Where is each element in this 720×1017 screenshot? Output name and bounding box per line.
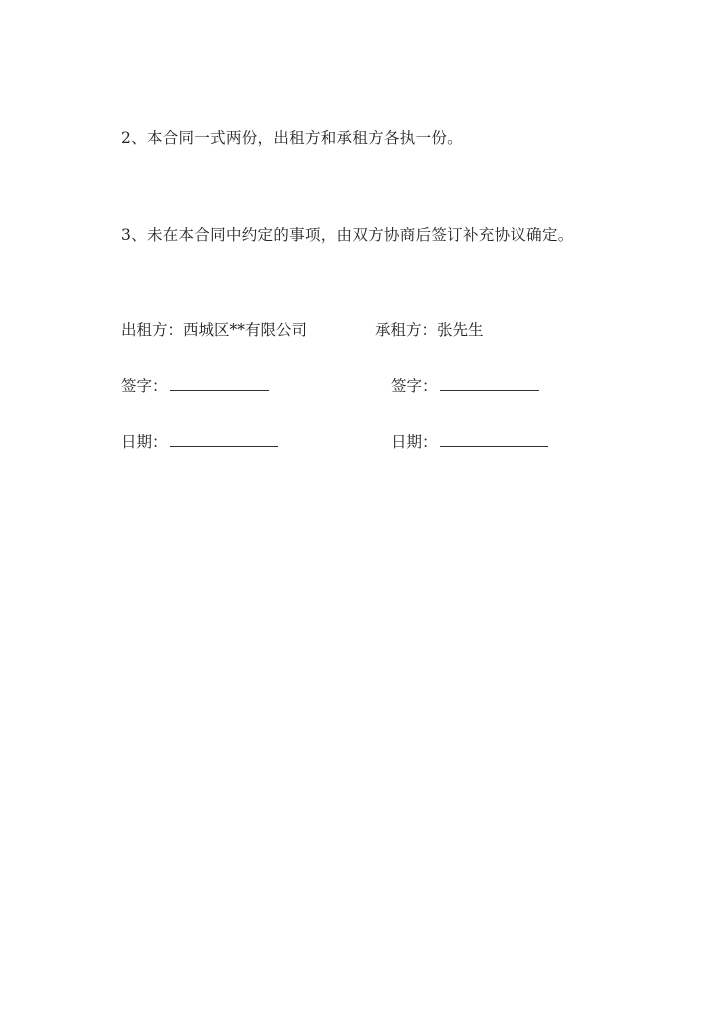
- lessor-date-label: 日期：: [121, 433, 168, 451]
- contract-clause-2: 2、本合同一式两份，出租方和承租方各执一份。: [121, 129, 463, 147]
- lessor-date-line: [170, 432, 278, 447]
- lessor-date: [121, 432, 278, 452]
- contract-clause-3: 3、未在本合同中约定的事项，由双方协商后签订补充协议确定。: [121, 226, 574, 244]
- lessor-label: 出租方：西城区**有限公司: [121, 321, 308, 339]
- lessor-signature-label: 签字：: [121, 377, 168, 395]
- lessee-date-label: 日期：: [391, 433, 438, 451]
- lessee-date: [391, 432, 548, 452]
- lessee-signature-label: 签字：: [391, 377, 438, 395]
- lessee-date-line: [440, 432, 548, 447]
- lessor-signature: [121, 376, 269, 396]
- lessor-signature-line: [170, 376, 269, 391]
- lessee-label: 承租方：张先生: [375, 321, 484, 339]
- lessee-signature-line: [440, 376, 539, 391]
- lessee-signature: [391, 376, 539, 396]
